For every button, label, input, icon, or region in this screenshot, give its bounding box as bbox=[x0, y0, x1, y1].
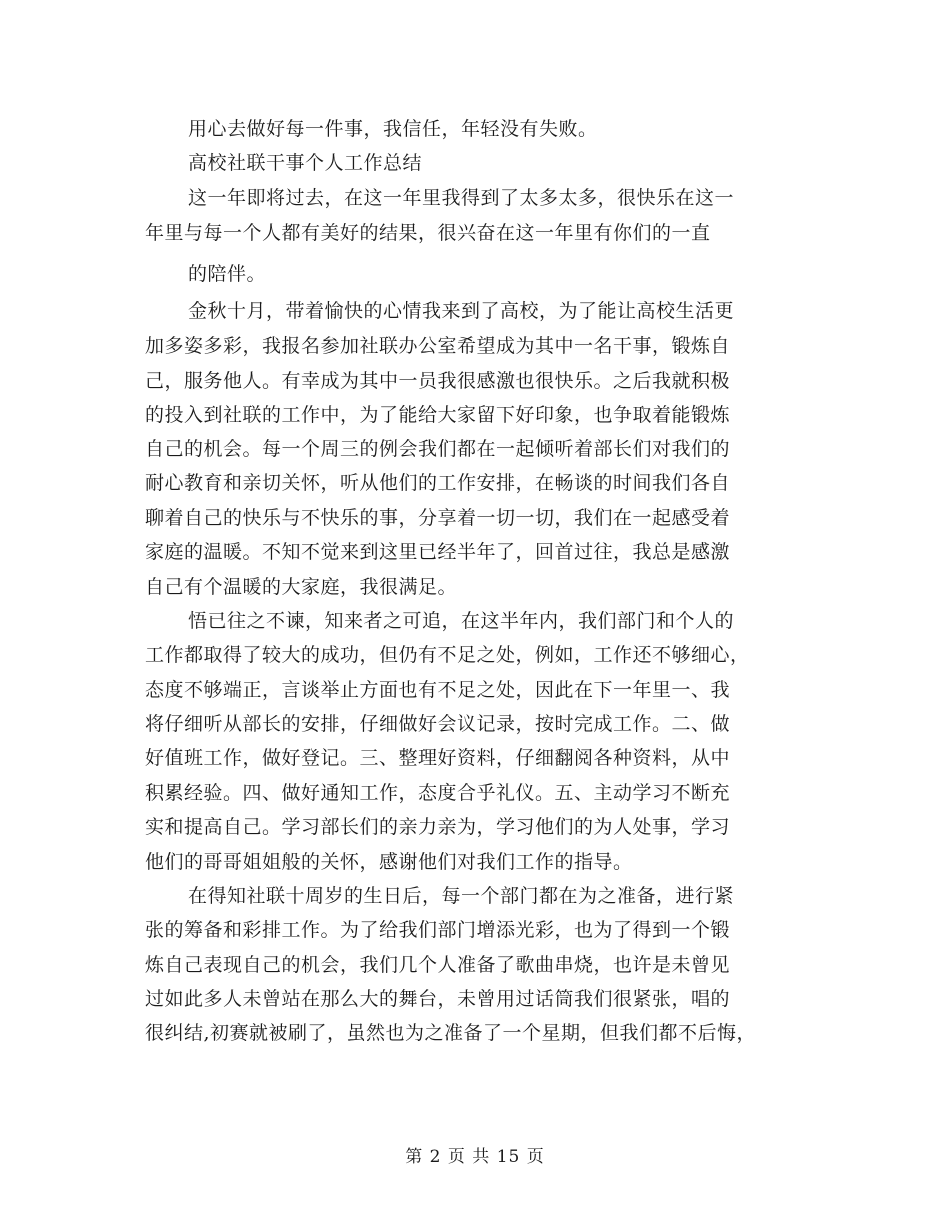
body-line: 用心去做好每一件事，我信任，年轻没有失败。 bbox=[188, 118, 598, 140]
body-line: 他们的哥哥姐姐般的关怀，感谢他们对我们工作的指导。 bbox=[145, 851, 633, 873]
body-line: 在得知社联十周岁的生日后，每一个部门都在为之准备，进行紧 bbox=[188, 885, 735, 907]
body-line: 张的筹备和彩排工作。为了给我们部门增添光彩，也为了得到一个锻 bbox=[145, 919, 731, 941]
body-line: 好值班工作，做好登记。三、整理好资料，仔细翻阅各种资料，从中 bbox=[145, 747, 731, 769]
page-number-footer: 第 2 页 共 15 页 bbox=[405, 1147, 545, 1167]
body-line: 自己的机会。每一个周三的例会我们都在一起倾听着部长们对我们的 bbox=[145, 438, 731, 460]
body-line: 耐心教育和亲切关怀，听从他们的工作安排，在畅谈的时间我们各自 bbox=[145, 472, 731, 494]
body-line: 己，服务他人。有幸成为其中一员我很感激也很快乐。之后我就积极 bbox=[145, 370, 731, 392]
body-line: 态度不够端正，言谈举止方面也有不足之处，因此在下一年里一、我 bbox=[145, 679, 731, 701]
body-line: 将仔细听从部长的安排，仔细做好会议记录，按时完成工作。二、做 bbox=[145, 713, 731, 735]
body-line: 的陪伴。 bbox=[188, 263, 267, 285]
body-line: 工作都取得了较大的成功，但仍有不足之处，例如，工作还不够细心， bbox=[145, 644, 750, 666]
body-line: 的投入到社联的工作中，为了能给大家留下好印象，也争取着能锻炼 bbox=[145, 404, 731, 426]
body-line: 过如此多人未曾站在那么大的舞台，未曾用过话筒我们很紧张，唱的 bbox=[145, 988, 731, 1010]
body-line: 很纠结,初赛就被刷了，虽然也为之准备了一个星期，但我们都不后悔， bbox=[145, 1022, 757, 1044]
body-line: 悟已往之不谏，知来者之可追，在这半年内，我们部门和个人的 bbox=[188, 610, 735, 632]
body-line: 金秋十月，带着愉快的心情我来到了高校，为了能让高校生活更 bbox=[188, 300, 735, 322]
body-line: 积累经验。四、做好通知工作，态度合乎礼仪。五、主动学习不断充 bbox=[145, 782, 731, 804]
body-line: 聊着自己的快乐与不快乐的事，分享着一切一切，我们在一起感受着 bbox=[145, 507, 731, 529]
section-title: 高校社联干事个人工作总结 bbox=[188, 152, 423, 174]
body-line: 炼自己表现自己的机会，我们几个人准备了歌曲串烧，也许是未曾见 bbox=[145, 954, 731, 976]
body-line: 年里与每一个人都有美好的结果，很兴奋在这一年里有你们的一直 bbox=[145, 222, 711, 244]
body-line: 家庭的温暖。不知不觉来到这里已经半年了，回首过往，我总是感激 bbox=[145, 541, 731, 563]
body-line: 自己有个温暖的大家庭，我很满足。 bbox=[145, 576, 458, 598]
body-line: 实和提高自己。学习部长们的亲力亲为，学习他们的为人处事，学习 bbox=[145, 816, 731, 838]
body-line: 加多姿多彩，我报名参加社联办公室希望成为其中一名干事，锻炼自 bbox=[145, 335, 731, 357]
body-line: 这一年即将过去，在这一年里我得到了太多太多，很快乐在这一 bbox=[188, 187, 735, 209]
